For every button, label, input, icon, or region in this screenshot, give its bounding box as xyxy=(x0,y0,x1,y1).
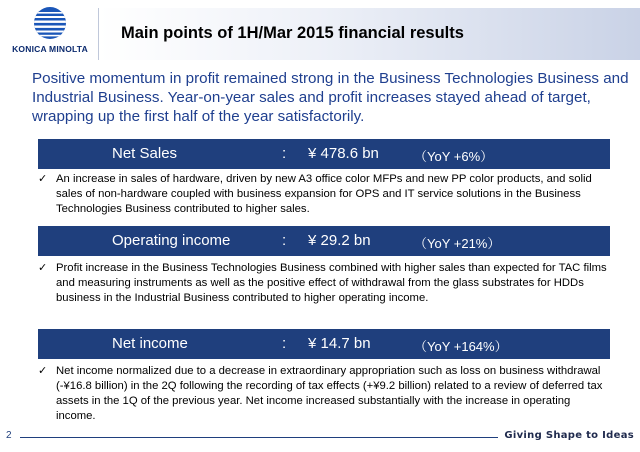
operating-income-colon: : xyxy=(282,232,287,249)
check-icon: ✓ xyxy=(38,173,48,185)
net-sales-yoy: （YoY +6%） xyxy=(414,149,494,164)
operating-income-bar xyxy=(38,226,610,256)
net-income-yoy: （YoY +164%） xyxy=(414,339,508,354)
check-icon: ✓ xyxy=(38,262,48,274)
operating-income-yoy: （YoY +21%） xyxy=(414,236,501,251)
title-bar xyxy=(98,8,640,60)
net-income-bar xyxy=(38,329,610,359)
check-icon: ✓ xyxy=(38,365,48,377)
brand-tagline: Giving Shape to Ideas xyxy=(498,430,634,441)
operating-income-bullet xyxy=(38,261,608,306)
net-income-value: ¥ 14.7 bn xyxy=(308,335,371,352)
net-sales-bullet xyxy=(38,172,608,217)
net-income-label: Net income xyxy=(112,335,188,352)
net-sales-colon: : xyxy=(282,145,287,162)
net-income-colon: : xyxy=(282,335,287,352)
net-sales-bar xyxy=(38,139,610,169)
net-sales-bullet-text: An increase in sales of hardware, driven by new A3 office color MFPs and new PP color products, and solid sales of non-hardware coupled with business expansion for OPS and IT service solutions in the Business Technologies Business contributed to higher sales. xyxy=(56,173,592,215)
net-income-bullet-text: Net income normalized due to a decrease in extraordinary appropriation such as loss on business withdrawal (-¥16.8 billion) in the 2Q following the recording of tax effects (+¥9.2 billion) related to a review of deferred tax assets in the 1Q of the previous year. Net income increased substantially with the increase in operating income. xyxy=(56,365,603,422)
operating-income-value: ¥ 29.2 bn xyxy=(308,232,371,249)
operating-income-label: Operating income xyxy=(112,232,231,249)
logo-wordmark: KONICA MINOLTA xyxy=(12,44,88,54)
net-income-bullet xyxy=(38,364,608,424)
net-sales-value: ¥ 478.6 bn xyxy=(308,145,379,162)
net-sales-label: Net Sales xyxy=(112,145,178,162)
globe-logo-icon xyxy=(33,6,67,40)
operating-income-bullet-text: Profit increase in the Business Technologies Business combined with higher sales than expected for TAC films and measuring instruments as well as the positive effect of withdrawal from the glass substrates for HDDs business in the Industrial Business contributed to higher operating income. xyxy=(56,262,607,304)
headline-summary: Positive momentum in profit remained strong in the Business Technologies Business and Industrial Business. Year-on-year sales and profit increases stayed ahead of target, wrapping up the first half of the year satisfactorily. xyxy=(32,70,629,125)
page-number: 2 xyxy=(6,430,12,441)
company-logo xyxy=(0,0,98,62)
page-title: Main points of 1H/Mar 2015 financial results xyxy=(121,24,464,42)
